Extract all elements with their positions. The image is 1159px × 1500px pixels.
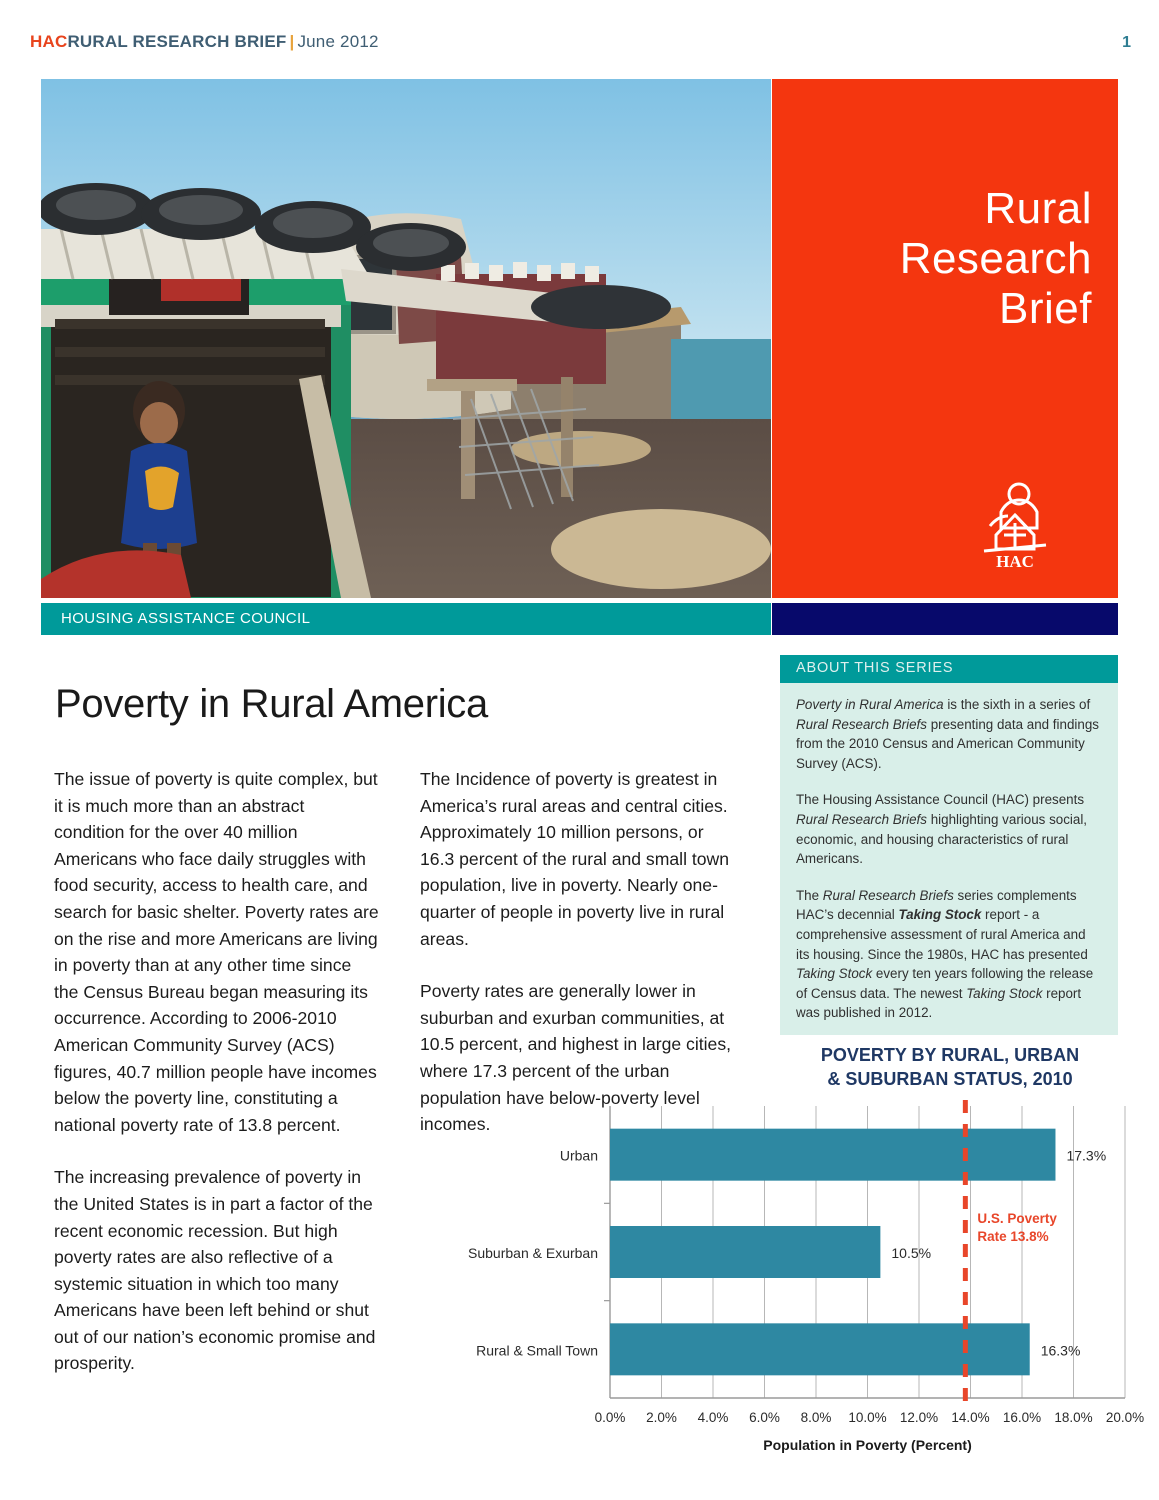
sidebar-bold-taking-stock: Taking Stock xyxy=(898,907,982,923)
page-number: 1 xyxy=(1122,34,1131,51)
sidebar-heading: ABOUT THIS SERIES xyxy=(796,660,954,676)
chart-reference-label: U.S. Poverty xyxy=(977,1211,1057,1226)
sidebar-text: The Housing Assistance Council (HAC) presents xyxy=(796,792,1085,808)
cover-panel xyxy=(772,79,1118,598)
masthead-publication: RURAL RESEARCH BRIEF xyxy=(67,32,287,51)
paragraph: Poverty rates are generally lower in suburban and exurban communities, at 10.5 percent, and highest in large cities, where 17.3 percent of the urban population have below-poverty level incomes. xyxy=(420,981,732,1135)
poverty-bar-chart xyxy=(455,1098,1145,1488)
sidebar-italic-series: Rural Research Briefs xyxy=(822,887,954,903)
chart-x-tick-label: 18.0% xyxy=(1054,1410,1093,1425)
sidebar-paragraph-1 xyxy=(796,695,1102,773)
sidebar-text: every ten years following the release of Census data. The newest xyxy=(796,966,1094,1001)
chart-x-tick-label: 12.0% xyxy=(899,1410,939,1425)
chart-bar-value-label: 17.3% xyxy=(1066,1147,1107,1164)
sidebar-italic-taking-stock: Taking Stock xyxy=(966,985,1043,1001)
sidebar-paragraph-2 xyxy=(796,790,1102,868)
cover-title-line-2: Research xyxy=(899,234,1092,283)
chart-x-tick-label: 20.0% xyxy=(1105,1410,1145,1425)
sidebar-paragraph-3 xyxy=(796,886,1102,1023)
chart-x-tick-label: 16.0% xyxy=(1002,1410,1042,1425)
hac-logo-icon xyxy=(974,479,1056,569)
cover-title-line-1: Rural xyxy=(984,184,1092,233)
masthead-date: June 2012 xyxy=(297,32,379,51)
sidebar-header xyxy=(780,655,1118,683)
hac-logo-text: HAC xyxy=(996,552,1034,569)
chart-category-label: Rural & Small Town xyxy=(476,1342,598,1359)
cover-title-line-3: Brief xyxy=(999,284,1092,333)
sidebar-text: report was published in 2012. xyxy=(796,985,1082,1021)
chart-title xyxy=(780,1043,1120,1091)
sidebar-italic-series: Rural Research Briefs xyxy=(796,716,927,732)
sidebar-text: The xyxy=(796,887,823,903)
paragraph: The issue of poverty is quite complex, but it is much more than an abstract condition for the over 40 million Americans who face daily struggles with food security, access to health care, and search for basic shelter. Poverty rates are on the rise and more Americans are living in poverty than at any other time since the Census Bureau began measuring its occurrence. According to 2006-2010 American Community Survey (ACS) figures, 40.7 million people have incomes below the poverty line, constituting a national poverty rate of 13.8 percent. xyxy=(54,769,379,1135)
page-title: Poverty in Rural America xyxy=(55,681,488,726)
sidebar-text: highlighting various social, economic, and housing characteristics of rural Americans. xyxy=(796,811,1088,867)
sidebar-text: report - a comprehensive assessment of rural America and its housing. Since the 1980s, HAC has presented xyxy=(796,907,1088,962)
chart-title-line-2: & SUBURBAN STATUS, 2010 xyxy=(827,1069,1073,1089)
chart-category-label: Suburban & Exurban xyxy=(468,1245,598,1261)
chart-reference-label: Rate 13.8% xyxy=(977,1229,1049,1244)
paragraph: The Incidence of poverty is greatest in America’s rural areas and central cities. Approximately 10 million persons, or 16.3 percent of the rural and small town population, live in poverty. Nearly one-quarter of people in poverty live in rural areas. xyxy=(420,769,730,949)
chart-x-tick-label: 6.0% xyxy=(749,1410,780,1425)
sidebar-italic-title: Poverty in Rural America xyxy=(796,697,944,712)
sidebar-text: is the sixth in a series of xyxy=(943,697,1091,712)
body-column-1 xyxy=(54,766,379,1403)
chart-category-label: Urban xyxy=(559,1147,598,1164)
sidebar-text: series complements HAC’s decennial xyxy=(796,887,1077,923)
chart-x-tick-label: 10.0% xyxy=(848,1410,887,1425)
chart-bar-value-label: 10.5% xyxy=(891,1245,932,1261)
chart-bar xyxy=(610,1226,880,1278)
chart-bar-value-label: 16.3% xyxy=(1040,1342,1081,1359)
chart-x-tick-label: 8.0% xyxy=(800,1410,832,1425)
navy-band xyxy=(772,603,1118,635)
masthead-separator: | xyxy=(289,32,295,51)
organization-name: HOUSING ASSISTANCE COUNCIL xyxy=(61,610,311,627)
chart-x-axis-title: Population in Poverty (Percent) xyxy=(763,1437,972,1453)
chart-x-tick-label: 0.0% xyxy=(594,1410,626,1425)
masthead-brand: HAC xyxy=(30,32,68,51)
cover-photo xyxy=(41,79,771,598)
chart-x-tick-label: 14.0% xyxy=(951,1410,990,1425)
sidebar-text: presenting data and findings from the 2010 Census and American Community Survey (ACS). xyxy=(796,716,1099,771)
organization-band xyxy=(41,603,771,635)
chart-x-tick-label: 2.0% xyxy=(646,1410,677,1425)
sidebar-italic-taking-stock: Taking Stock xyxy=(796,966,873,982)
chart-bar xyxy=(610,1129,1055,1181)
masthead xyxy=(30,32,379,52)
chart-title-line-1: POVERTY BY RURAL, URBAN xyxy=(820,1045,1080,1065)
sidebar-italic-series: Rural Research Briefs xyxy=(796,811,927,827)
paragraph: The increasing prevalence of poverty in the United States is in part a factor of the recent economic recession. But high poverty rates are also reflective of a systemic situation in which too many Americans have been left behind or shut out of our nation’s economic promise and prosperity. xyxy=(54,1167,376,1374)
sidebar-box xyxy=(780,683,1118,1035)
cover-panel-title xyxy=(900,184,1092,334)
chart-x-tick-label: 4.0% xyxy=(697,1410,729,1425)
